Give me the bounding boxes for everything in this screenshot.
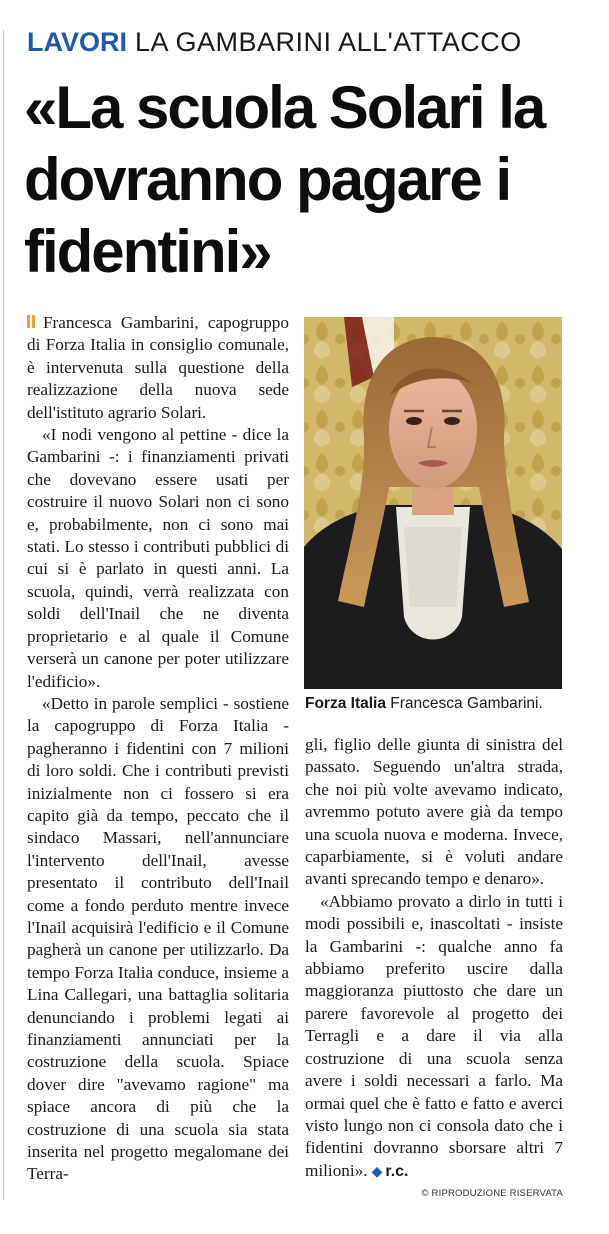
article-paragraph: «Detto in parole semplici - sostiene la capogruppo di Forza Italia - pagheranno i fidentini con 7 milioni di loro soldi. Che i contributi previsti inizialmente non ci fossero si era capito già da tempo, peccato che il sindaco Massari, nell'annunciare l'intervento dell'Inail, avesse presentato il contributo dell'Inail come a fondo perduto mentre invece l'Inail acquisirà l'edificio e il Comune pagherà un canone per utilizzarlo. Da tempo Forza Italia conduce, insieme a Lina Callegari, una battaglia solitaria denunciando i problemi legati ai finanziamenti annunciati per la costruzione della scuola. Spiace dover dire "avevamo ragione" ma spiace ancora di più che la costruzione di una scuola sia stata inserita nel progetto megalomane dei Terra- xyxy=(27,693,289,1184)
photo-caption xyxy=(305,694,563,714)
lead-paragraph-text: Francesca Gambarini, capogruppo di Forza Italia in consiglio comunale, è intervenuta sulla questione della realizzazione della nuova sede dell'istituto agrario Solari. xyxy=(27,313,289,422)
author-signature: r.c. xyxy=(385,1162,409,1180)
article-paragraph: «I nodi vengono al pettine - dice la Gambarini -: i finanziamenti privati che dovevano essere usati per costruire il nuovo Solari non ci sono e, probabilmente, non ci sono mai stati. Lo stesso i contributi pubblici di cui si è parlato in questi anni. La scuola, quindi, verrà realizzata con soldi dell'Inail che ne diventa proprietario e al quale il Comune verserà un canone per poter utilizzare l'edificio». xyxy=(27,425,289,691)
article-column-right xyxy=(305,734,563,1184)
category-label: LAVORI xyxy=(27,27,127,57)
final-paragraph-text: «Abbiamo provato a dirlo in tutti i modi possibili e, inascoltati - insiste la Gambarini -: qualche anno fa abbiamo preferito uscire dalla maggioranza piuttosto che dare un parere favorevole al progetto dei Terragli e a dare il via alla costruzione di una scuola senza avere i soldi necessari a farlo. Ma ormai quel che è fatto e fatto e averci visto lungo non ci consola dato che i fidentini dovranno sborsare altri 7 milioni». xyxy=(305,891,563,1180)
article-paragraph xyxy=(305,891,563,1184)
paragraph-marker-icon xyxy=(27,315,37,328)
copyright-notice: © RIPRODUZIONE RISERVATA xyxy=(421,1188,563,1199)
article-paragraph: gli, figlio delle giunta di sinistra del passato. Seguendo un'altra strada, che noi più volte avevamo indicato, avremmo potuto avere già da tempo una scuola nuova e moderna. Invece, caparbiamente, si è voluti andare avanti sprecando tempo e denaro». xyxy=(305,735,563,889)
portrait-photo xyxy=(304,317,562,689)
headline: «La scuola Solari la dovranno pagare i fidentini» xyxy=(24,74,545,285)
caption-lead: Forza Italia xyxy=(305,695,386,712)
article-paragraph xyxy=(27,312,289,424)
page-edge-line xyxy=(3,30,4,1200)
kicker xyxy=(27,24,522,60)
end-diamond-icon: ◆ xyxy=(371,1164,383,1180)
kicker-text: LA GAMBARINI ALL'ATTACCO xyxy=(135,27,522,57)
article-column-left xyxy=(27,312,289,1186)
caption-text: Francesca Gambarini. xyxy=(390,695,543,712)
